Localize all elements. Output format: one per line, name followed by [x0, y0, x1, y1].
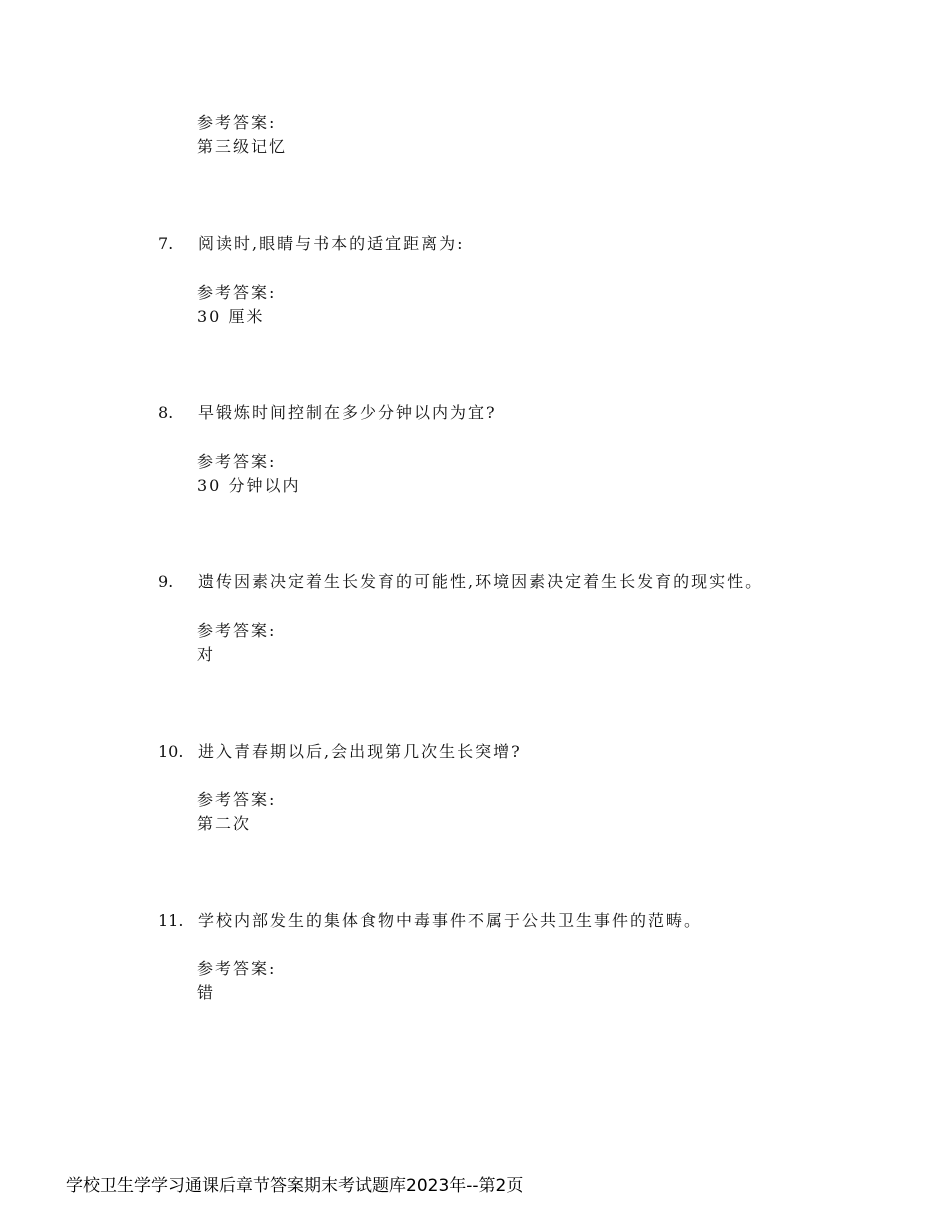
answer-text: 第二次 [197, 814, 252, 833]
question-text: 进入青春期以后,会出现第几次生长突增? [198, 742, 522, 761]
answer-label: 参考答案: [197, 452, 277, 471]
question-number: 9. [158, 572, 174, 591]
question-10 [158, 741, 938, 763]
answer-label: 参考答案: [197, 621, 277, 640]
question-number: 11. [158, 911, 184, 930]
answer-block-11 [197, 957, 897, 1005]
answer-text: 第三级记忆 [197, 137, 288, 156]
answer-label: 参考答案: [197, 790, 277, 809]
question-11 [158, 910, 938, 932]
answer-text: 错 [197, 983, 216, 1002]
question-text: 早锻炼时间控制在多少分钟以内为宜? [198, 403, 497, 422]
answer-text: 对 [197, 645, 216, 664]
question-9 [158, 571, 938, 593]
answer-label: 参考答案: [197, 959, 277, 978]
question-number: 10. [158, 742, 184, 761]
question-text: 遗传因素决定着生长发育的可能性,环境因素决定着生长发育的现实性。 [198, 572, 764, 591]
answer-text: 30 分钟以内 [197, 476, 301, 495]
answer-block-10 [197, 788, 897, 836]
question-7 [158, 233, 938, 255]
question-number: 8. [158, 403, 174, 422]
answer-block-8 [197, 450, 897, 498]
question-8 [158, 402, 938, 424]
answer-label: 参考答案: [197, 113, 277, 132]
answer-block-9 [197, 619, 897, 667]
answer-block-7 [197, 281, 897, 329]
question-number: 7. [158, 234, 174, 253]
question-text: 学校内部发生的集体食物中毒事件不属于公共卫生事件的范畴。 [198, 911, 703, 930]
question-text: 阅读时,眼睛与书本的适宜距离为: [198, 234, 465, 253]
answer-label: 参考答案: [197, 283, 277, 302]
page-footer: 学校卫生学学习通课后章节答案期末考试题库2023年--第2页 [66, 1176, 524, 1196]
answer-text: 30 厘米 [197, 307, 265, 326]
answer-block-previous [197, 111, 897, 159]
